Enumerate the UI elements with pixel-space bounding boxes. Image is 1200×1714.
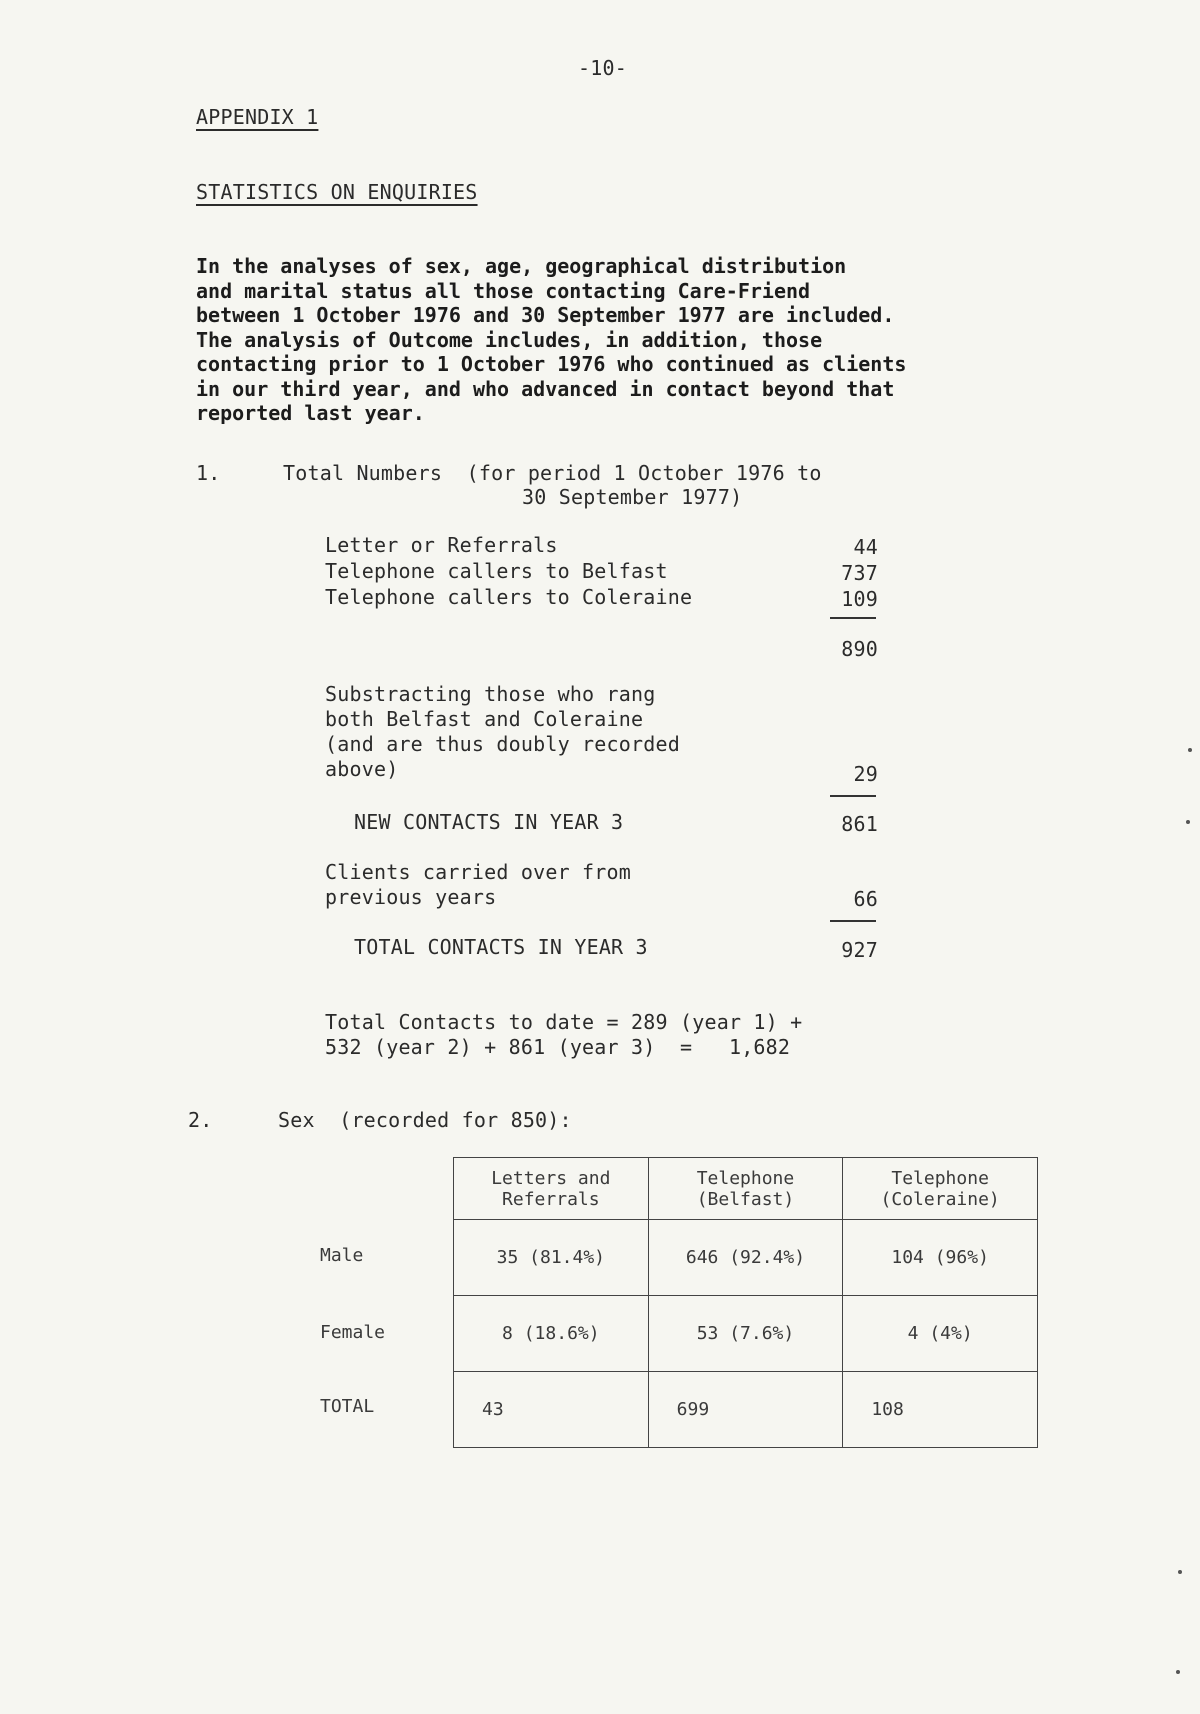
scan-speck	[1186, 820, 1190, 824]
table-row	[454, 1296, 1038, 1372]
sex-table	[453, 1157, 1038, 1448]
row-label-female: Female	[320, 1322, 386, 1343]
subtotal-value: 890	[841, 637, 878, 661]
total-contacts-value: 927	[841, 938, 878, 962]
appendix-heading: APPENDIX 1	[196, 105, 319, 129]
scan-speck	[1178, 1570, 1182, 1574]
intro-line: In the analyses of sex, age, geographical distribution	[196, 254, 847, 278]
subtract-note: both Belfast and Coleraine	[325, 707, 644, 731]
table-cell: 35 (81.4%)	[454, 1220, 649, 1296]
table-cell: 8 (18.6%)	[454, 1296, 649, 1372]
belfast-callers-label: Telephone callers to Belfast	[325, 559, 668, 583]
subtract-note: (and are thus doubly recorded	[325, 732, 680, 756]
scan-speck	[1188, 748, 1192, 752]
subtract-note: above)	[325, 757, 399, 781]
contacts-to-date: Total Contacts to date = 289 (year 1) +	[325, 1010, 803, 1034]
intro-line: contacting prior to 1 October 1976 who continued as clients	[196, 352, 907, 376]
subtract-note: Substracting those who rang	[325, 682, 656, 706]
letters-referrals-value: 44	[853, 535, 878, 559]
intro-line: reported last year.	[196, 401, 425, 425]
scan-speck	[1176, 1670, 1180, 1674]
coleraine-callers-value: 109	[841, 587, 878, 611]
header-telephone-coleraine: Telephone (Coleraine)	[843, 1158, 1038, 1220]
new-contacts-rule	[830, 795, 876, 797]
subtract-value: 29	[853, 762, 878, 786]
section-1-marker: 1.	[196, 461, 221, 485]
table-cell: 4 (4%)	[843, 1296, 1038, 1372]
table-cell: 53 (7.6%)	[648, 1296, 843, 1372]
section-2-title: Sex (recorded for 850):	[278, 1108, 572, 1132]
section-1-title: Total Numbers (for period 1 October 1976 to	[283, 461, 822, 485]
section-1-title-cont: 30 September 1977)	[522, 485, 743, 509]
page-number: -10-	[578, 56, 627, 80]
letters-referrals-label: Letter or Referrals	[325, 533, 558, 557]
belfast-callers-value: 737	[841, 561, 878, 585]
table-cell: 43	[454, 1372, 649, 1448]
table-cell: 646 (92.4%)	[648, 1220, 843, 1296]
contacts-to-date-cont: 532 (year 2) + 861 (year 3) = 1,682	[325, 1035, 791, 1059]
carried-over-value: 66	[853, 887, 878, 911]
section-heading: STATISTICS ON ENQUIRIES	[196, 180, 478, 204]
row-label-male: Male	[320, 1245, 364, 1266]
total-contacts-rule	[830, 920, 876, 922]
table-row	[454, 1220, 1038, 1296]
intro-line: in our third year, and who advanced in contact beyond that	[196, 376, 895, 401]
header-telephone-belfast: Telephone (Belfast)	[648, 1158, 843, 1220]
intro-line: The analysis of Outcome includes, in addition, those	[196, 327, 823, 352]
carried-over-label: Clients carried over from	[325, 860, 632, 884]
intro-paragraph	[196, 254, 1096, 426]
table-cell: 104 (96%)	[843, 1220, 1038, 1296]
row-label-total: TOTAL	[320, 1396, 375, 1417]
subtotal-rule	[830, 617, 876, 619]
coleraine-callers-label: Telephone callers to Coleraine	[325, 585, 693, 609]
section-2-marker: 2.	[188, 1108, 213, 1132]
new-contacts-value: 861	[841, 812, 878, 836]
intro-line: and marital status all those contacting Care-Friend	[196, 278, 811, 303]
header-letters-referrals: Letters and Referrals	[454, 1158, 649, 1220]
table-row	[454, 1372, 1038, 1448]
carried-over-label-cont: previous years	[325, 885, 497, 909]
new-contacts-label: NEW CONTACTS IN YEAR 3	[354, 810, 624, 834]
total-contacts-label: TOTAL CONTACTS IN YEAR 3	[354, 935, 648, 959]
table-cell: 108	[843, 1372, 1038, 1448]
table-cell: 699	[648, 1372, 843, 1448]
table-header-row	[454, 1158, 1038, 1220]
intro-line: between 1 October 1976 and 30 September 1977 are included.	[196, 303, 895, 327]
